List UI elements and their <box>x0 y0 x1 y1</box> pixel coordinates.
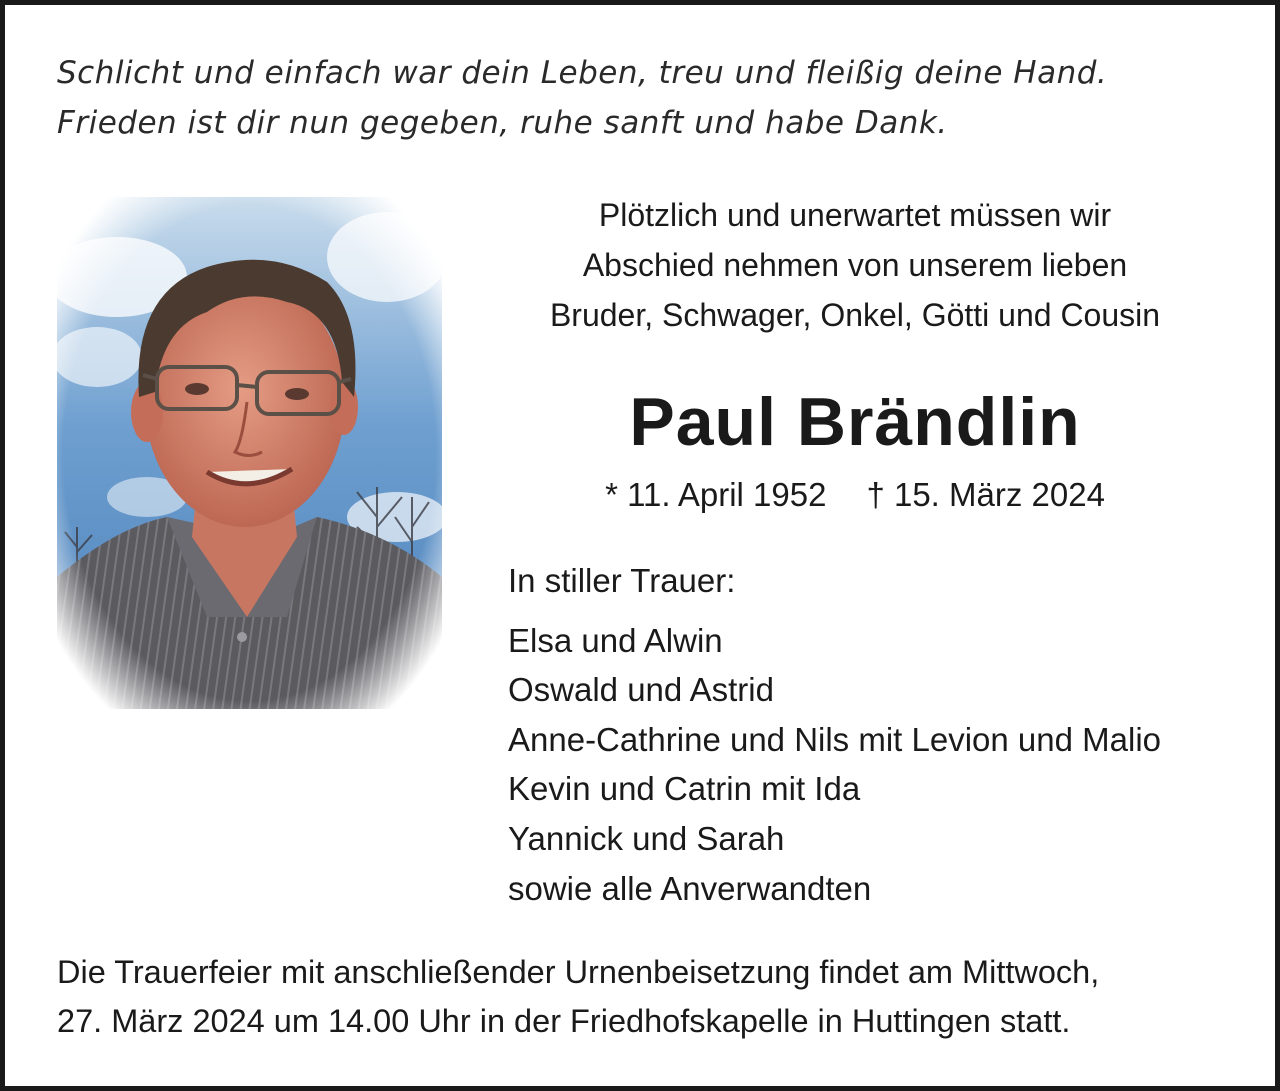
announcement-intro <box>470 190 1240 340</box>
intro-line-1: Plötzlich und unerwartet müssen wir <box>598 197 1112 233</box>
list-item: Kevin und Catrin mit Ida <box>508 770 861 808</box>
life-dates <box>470 470 1240 520</box>
list-item: sowie alle Anverwandten <box>508 869 872 907</box>
service-line-2: 27. März 2024 um 14.00 Uhr in der Friedhofskapelle in Huttingen statt. <box>57 1003 1071 1039</box>
mourners-heading: In stiller Trauer: <box>508 562 736 599</box>
list-item: Anne-Cathrine und Nils mit Levion und Malio <box>508 720 1162 758</box>
service-line-1: Die Trauerfeier mit anschließender Urnenbeisetzung findet am Mittwoch, <box>57 954 1100 990</box>
funeral-service-notice <box>57 948 1247 1046</box>
verse-line-2: Frieden ist dir nun gegeben, ruhe sanft und habe Dank. <box>57 105 948 141</box>
deceased-name: Paul Brändlin <box>629 384 1081 460</box>
mourners-section <box>508 556 1248 913</box>
list-item: Elsa und Alwin <box>508 621 723 659</box>
death-date: † 15. März 2024 <box>866 476 1105 513</box>
intro-line-2: Abschied nehmen von unserem lieben <box>582 247 1128 283</box>
list-item: Yannick und Sarah <box>508 819 785 857</box>
list-item: Oswald und Astrid <box>508 671 774 709</box>
intro-line-3: Bruder, Schwager, Onkel, Götti und Cousin <box>549 297 1161 333</box>
verse-line-1: Schlicht und einfach war dein Leben, treu und fleißig deine Hand. <box>57 55 1108 91</box>
birth-date: * 11. April 1952 <box>605 476 827 513</box>
mourners-list <box>508 616 1248 914</box>
portrait-photo <box>57 197 442 709</box>
memorial-verse <box>57 48 1237 148</box>
